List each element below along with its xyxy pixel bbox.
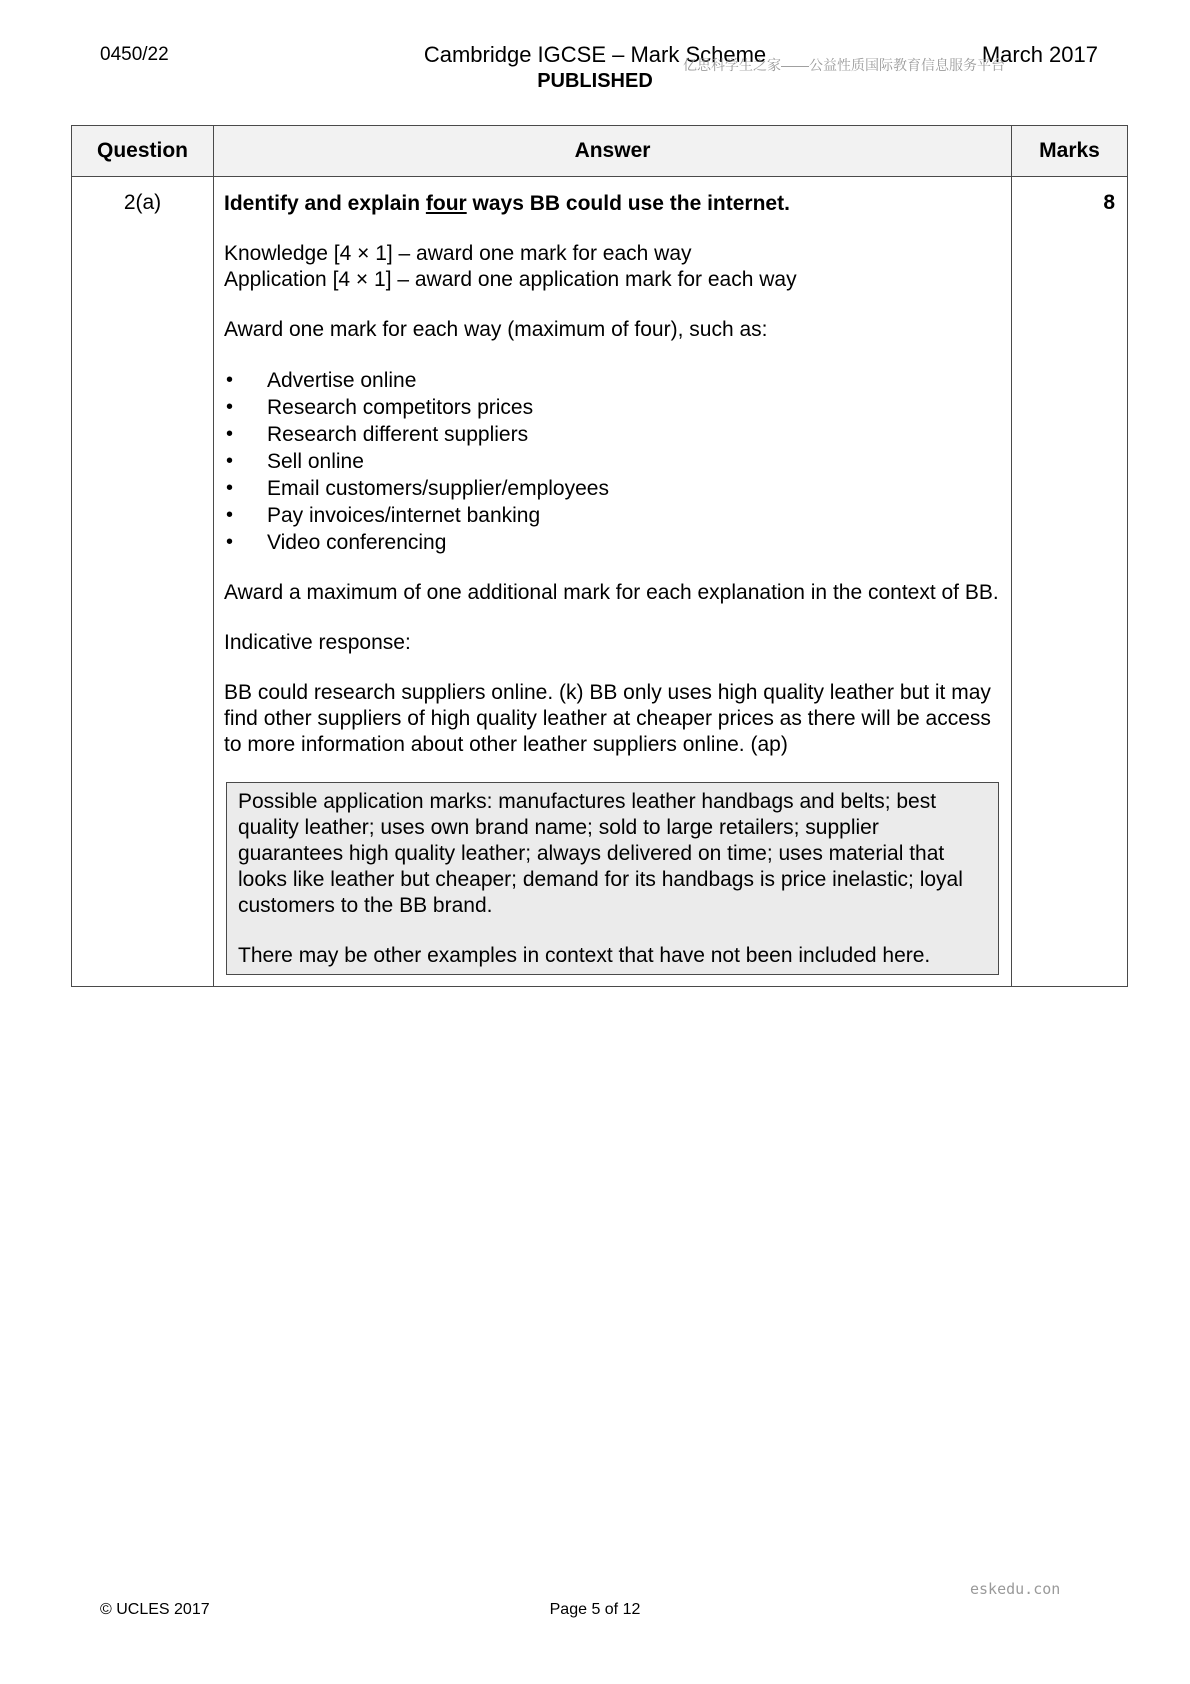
marks-value: 8	[1012, 177, 1128, 987]
question-prompt	[224, 191, 1001, 217]
column-header-answer: Answer	[214, 126, 1012, 177]
prompt-end: ways BB could use the internet.	[466, 192, 790, 215]
column-header-marks: Marks	[1012, 126, 1128, 177]
exam-date: March 2017	[981, 42, 1098, 67]
column-header-question: Question	[72, 126, 214, 177]
list-item: • Sell online	[224, 448, 1001, 475]
other-examples-note: There may be other examples in context that have not been included here.	[238, 944, 931, 967]
table-row	[72, 177, 1128, 987]
application-marks-text: Possible application marks: manufactures leather handbags and belts; best quality leather; uses own brand name; sold to large retailers; supplier guarantees high quality leather; always delivered on time; uses material that looks like leather but cheaper; demand for its handbags is price inelastic; loyal customers to the BB brand.	[238, 790, 963, 917]
prompt-start: Identify and explain	[224, 192, 426, 215]
prompt-emphasis: four	[425, 192, 467, 215]
application-allocation: Application [4 × 1] – award one application mark for each way	[224, 268, 797, 291]
watermark-text: 亿思科学生之家——公益性质国际教育信息服务平台	[683, 57, 1005, 73]
ways-list	[224, 367, 1001, 556]
table-header-row	[72, 126, 1128, 177]
list-item: • Advertise online	[224, 367, 1001, 394]
paper-code: 0450/22	[100, 44, 169, 65]
published-label: PUBLISHED	[537, 70, 653, 92]
list-item: • Research different suppliers	[224, 421, 1001, 448]
answer-cell	[214, 177, 1012, 987]
award-intro: Award one mark for each way (maximum of four), such as:	[224, 318, 768, 341]
award-additional: Award a maximum of one additional mark for each explanation in the context of BB.	[224, 581, 999, 604]
list-item: • Video conferencing	[224, 529, 1001, 556]
page-number: Page 5 of 12	[549, 1601, 641, 1618]
mark-scheme-table	[71, 125, 1128, 987]
knowledge-allocation: Knowledge [4 × 1] – award one mark for each way	[224, 242, 692, 265]
list-item: • Email customers/supplier/employees	[224, 475, 1001, 502]
list-item: • Research competitors prices	[224, 394, 1001, 421]
question-number: 2(a)	[72, 177, 214, 987]
site-watermark: eskedu.con	[970, 1580, 1061, 1598]
mark-allocation	[224, 241, 1001, 293]
application-box	[226, 782, 999, 975]
title-text: Cambridge IGCSE – Mark Scheme	[423, 42, 767, 67]
indicative-response: BB could research suppliers online. (k) BB only uses high quality leather but it may find other suppliers of high quality leather at cheaper prices as there will be access to more information about other leather suppliers online. (ap)	[224, 681, 991, 756]
list-item: • Pay invoices/internet banking	[224, 502, 1001, 529]
copyright: © UCLES 2017	[100, 1601, 210, 1618]
indicative-label: Indicative response:	[224, 631, 411, 654]
